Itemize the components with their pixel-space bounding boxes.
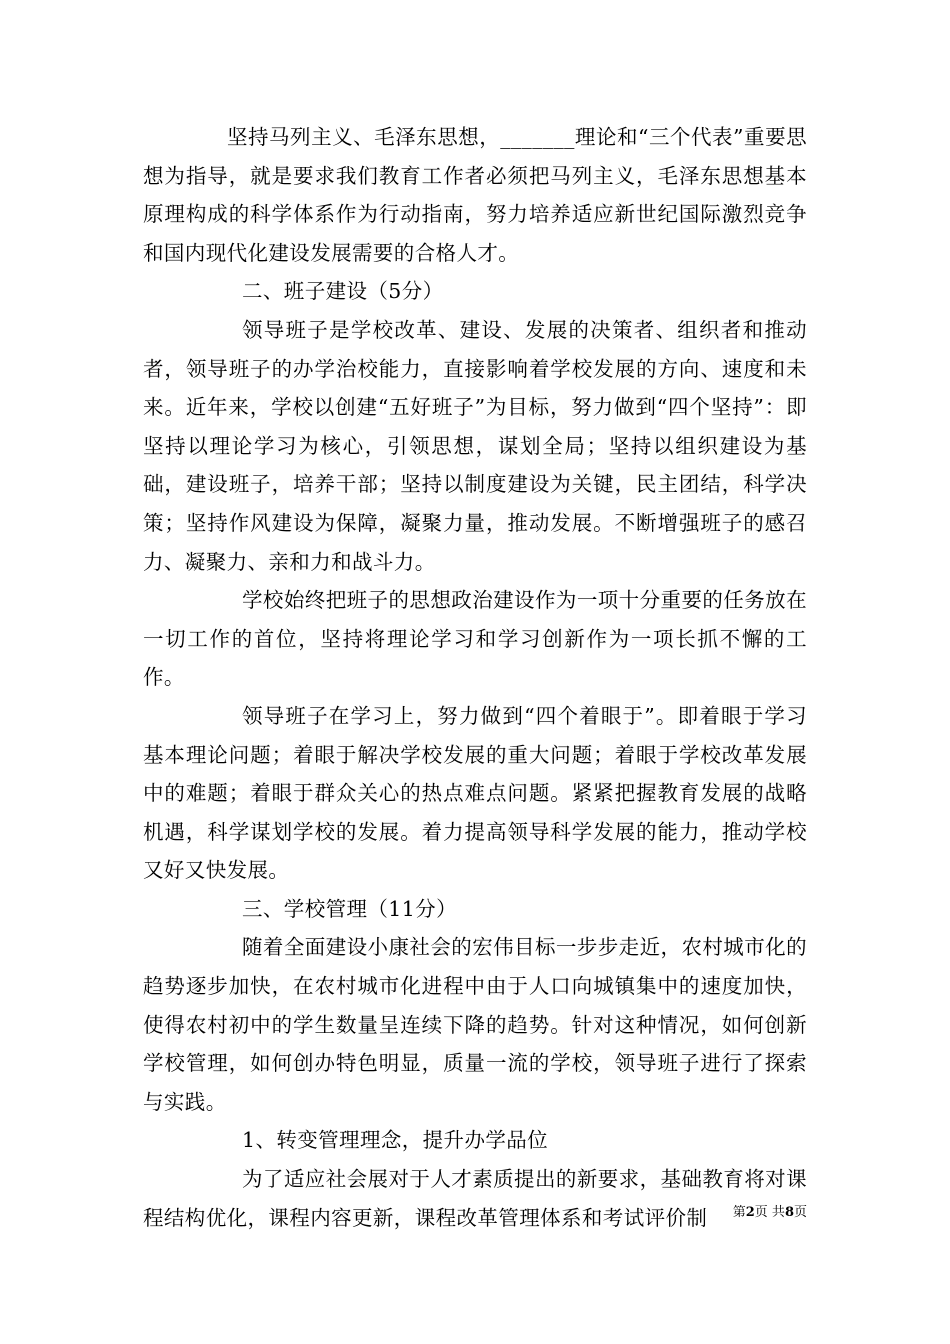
paragraph-political-building: 学校始终把班子的思想政治建设作为一项十分重要的任务放在一切工作的首位，坚持将理论学习和学习创新作为一项长抓不懈的工作。 <box>143 588 807 690</box>
paragraph-curriculum-reform: 为了适应社会展对于人才素质提出的新要求，基础教育将对课程结构优化，课程内容更新，课程改革管理体系和考试评价制 <box>143 1167 807 1230</box>
paragraph-guiding-ideology: 坚持马列主义、毛泽东思想，_______理论和“三个代表”重要思想为指导，就是要求我们教育工作者必须把马列主义，毛泽东思想基本原理构成的科学体系作为行动指南，努力培养适应新世纪国际激烈竞争和国内现代化建设发展需要的合格人才。 <box>143 125 807 265</box>
footer-total-pages: 8 <box>784 1205 794 1220</box>
paragraph-urbanization: 随着全面建设小康社会的宏伟目标一步步走近，农村城市化的趋势逐步加快，在农村城市化进程中由于人口向城镇集中的速度加快，使得农村初中的学生数量呈连续下降的趋势。针对这种情况，如何创新学校管理，如何创办特色明显，质量一流的学校，领导班子进行了探索与实践。 <box>143 935 807 1114</box>
paragraph-four-focuses: 领导班子在学习上，努力做到“四个着眼于”。即着眼于学习基本理论问题；着眼于解决学校发展的重大问题；着眼于学校改革发展中的难题；着眼于群众关心的热点难点问题。紧紧把握教育发展的战略机遇，科学谋划学校的发展。着力提高领导科学发展的能力，推动学校又好又快发展。 <box>143 703 807 883</box>
subheading-management-concept: 1、转变管理理念，提升办学品位 <box>242 1128 549 1153</box>
footer-prefix: 第 <box>732 1205 746 1220</box>
footer-suffix: 页 <box>793 1205 807 1220</box>
paragraph-leadership-team: 领导班子是学校改革、建设、发展的决策者、组织者和推动者，领导班子的办学治校能力，直接影响着学校发展的方向、速度和未来。近年来，学校以创建“五好班子”为目标，努力做到“四个坚持”：即坚持以理论学习为核心，引领思想，谋划全局；坚持以组织建设为基础，建设班子，培养干部；坚持以制度建设为关键，民主团结，科学决策；坚持作风建设为保障，凝聚力量，推动发展。不断增强班子的感召力、凝聚力、亲和力和战斗力。 <box>143 317 807 574</box>
footer-middle: 页 共 <box>754 1205 785 1220</box>
footer-current-page: 2 <box>745 1205 755 1220</box>
document-body <box>143 118 807 1237</box>
section-heading-school-management: 三、学校管理（11分） <box>242 896 457 921</box>
section-heading-team-building: 二、班子建设（5分） <box>242 279 444 304</box>
page-number-footer <box>733 1204 807 1222</box>
